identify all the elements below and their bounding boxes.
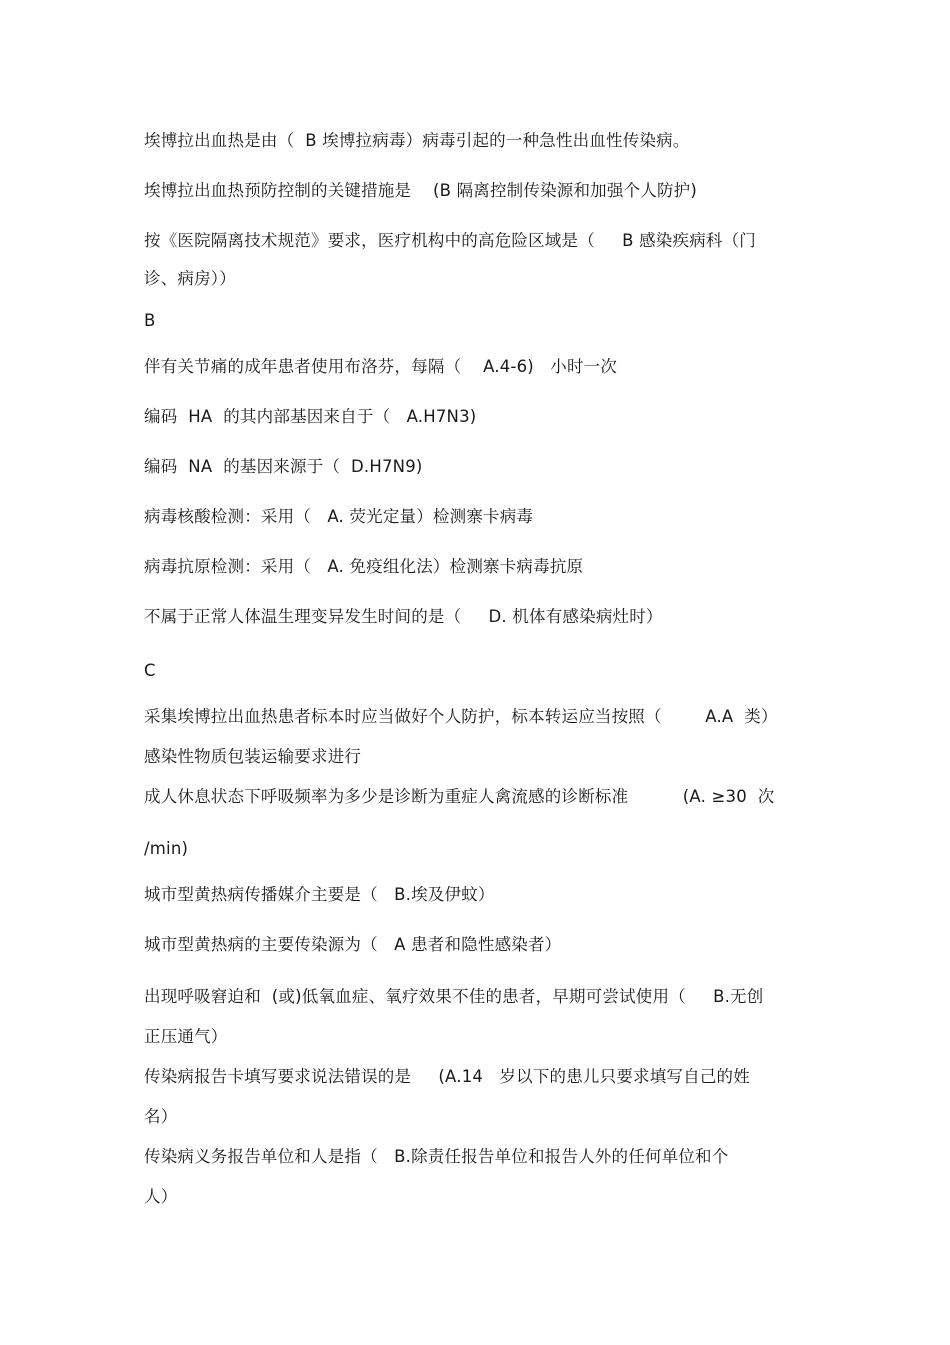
question-line-10: 采集埃博拉出血热患者标本时应当做好个人防护，标本转运应当按照（ A.A 类） bbox=[144, 707, 778, 726]
question-line-15-cont: 名） bbox=[144, 1107, 178, 1126]
question-line-2: 埃博拉出血热预防控制的关键措施是 (B 隔离控制传染源和加强个人防护) bbox=[144, 181, 698, 200]
question-line-14: 出现呼吸窘迫和 (或)低氧血症、氧疗效果不佳的患者，早期可尝试使用（ B.无创 bbox=[144, 987, 764, 1006]
question-line-9: 不属于正常人体温生理变异发生时间的是（ D. 机体有感染病灶时） bbox=[144, 607, 663, 626]
question-line-14-cont: 正压通气） bbox=[144, 1027, 228, 1046]
question-line-3: 按《医院隔离技术规范》要求，医疗机构中的高危险区域是（ B 感染疾病科（门 bbox=[144, 231, 756, 250]
question-line-16-cont: 人） bbox=[144, 1187, 178, 1206]
question-line-1: 埃博拉出血热是由（ B 埃博拉病毒）病毒引起的一种急性出血性传染病。 bbox=[144, 131, 690, 150]
question-line-16: 传染病义务报告单位和人是指（ B.除责任报告单位和报告人外的任何单位和个 bbox=[144, 1147, 729, 1166]
question-line-4: 伴有关节痛的成年患者使用布洛芬，每隔（ A.4-6) 小时一次 bbox=[144, 357, 618, 376]
question-line-5: 编码 HA 的其内部基因来自于（ A.H7N3) bbox=[144, 407, 477, 426]
question-line-11: 成人休息状态下呼吸频率为多少是诊断为重症人禽流感的诊断标准 (A. ≥30 次 bbox=[144, 787, 775, 806]
question-line-6: 编码 NA 的基因来源于（ D.H7N9) bbox=[144, 457, 423, 476]
question-line-8: 病毒抗原检测：采用（ A. 免疫组化法）检测寨卡病毒抗原 bbox=[144, 557, 584, 576]
question-line-15: 传染病报告卡填写要求说法错误的是 (A.14 岁以下的患儿只要求填写自己的姓 bbox=[144, 1067, 750, 1086]
section-letter-b: B bbox=[144, 311, 156, 330]
question-line-12: 城市型黄热病传播媒介主要是（ B.埃及伊蚊） bbox=[144, 885, 495, 904]
question-line-11-cont: /min) bbox=[144, 839, 189, 858]
section-letter-c: C bbox=[144, 661, 156, 680]
question-line-3-cont: 诊、病房）） bbox=[144, 269, 236, 288]
question-line-7: 病毒核酸检测：采用（ A. 荧光定量）检测寨卡病毒 bbox=[144, 507, 534, 526]
question-line-10-cont: 感染性物质包装运输要求进行 bbox=[144, 747, 362, 766]
question-line-13: 城市型黄热病的主要传染源为（ A 患者和隐性感染者） bbox=[144, 935, 562, 954]
